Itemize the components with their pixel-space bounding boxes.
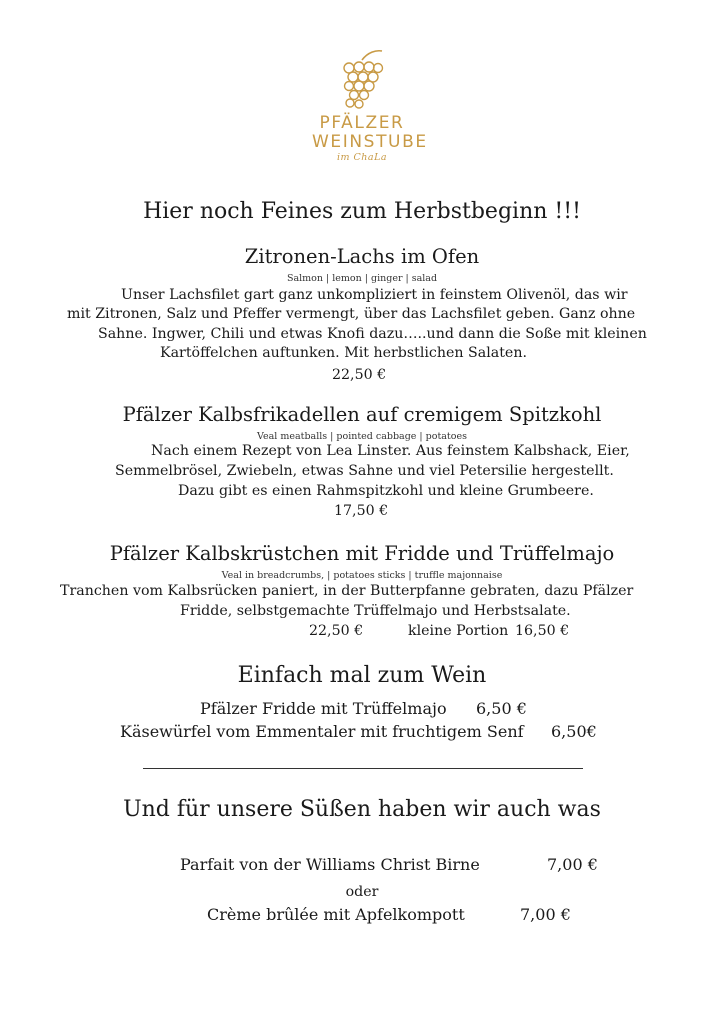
dish-description-line: Semmelbrösel, Zwiebeln, etwas Sahne und viel Petersilie hergestellt. [115, 463, 614, 479]
wine-snack-name: Pfälzer Fridde mit Trüffelmajo [200, 699, 447, 718]
dish-title: Zitronen-Lachs im Ofen [244, 245, 480, 268]
dish-description-line: Dazu gibt es einen Rahmspitzkohl und kleine Grumbeere. [178, 483, 594, 499]
dessert-separator: oder [345, 884, 379, 900]
section-title-desserts: Und für unsere Süßen haben wir auch was [123, 797, 601, 822]
dessert-price: 7,00 € [520, 905, 571, 924]
logo [312, 46, 428, 182]
dish-description-line: Fridde, selbstgemachte Trüffelmajo und Herbstsalate. [180, 603, 571, 619]
dish-tags: Veal in breadcrumbs, | potatoes sticks | truffle majonnaise [221, 570, 503, 581]
dessert-name: Crème brûlée mit Apfelkompott [207, 905, 465, 924]
dish-description-line: Unser Lachsfilet gart ganz unkompliziert in feinstem Olivenöl, das wir [121, 287, 628, 303]
dish-price: 22,50 € [332, 367, 387, 383]
divider [143, 768, 583, 769]
section-title-wine: Einfach mal zum Wein [237, 663, 487, 688]
dish-description-line: Sahne. Ingwer, Chili und etwas Knofi dazu…..und dann die Soße mit kleinen [98, 326, 647, 342]
small-portion-price: 16,50 € [515, 623, 570, 639]
dish-price: 17,50 € [334, 503, 389, 519]
dish-description-line: Tranchen vom Kalbsrücken paniert, in der Butterpfanne gebraten, dazu Pfälzer [60, 583, 634, 599]
small-portion-label: kleine Portion [408, 623, 509, 639]
logo-line-1: PFÄLZER [319, 113, 405, 133]
dish-tags: Veal meatballs | pointed cabbage | potatoes [257, 431, 467, 442]
dish-title: Pfälzer Kalbsfrikadellen auf cremigem Spitzkohl [122, 403, 602, 426]
page-title: Hier noch Feines zum Herbstbeginn !!! [143, 199, 581, 224]
wine-snack-name: Käsewürfel vom Emmentaler mit fruchtigem Senf [120, 722, 524, 741]
dish-tags: Salmon | lemon | ginger | salad [286, 273, 438, 284]
logo-line-3: im ChaLa [336, 152, 388, 163]
dish-price: 22,50 € [309, 623, 364, 639]
dish-description-line: mit Zitronen, Salz und Pfeffer vermengt, über das Lachsfilet geben. Ganz ohne [67, 306, 636, 322]
dish-description-line: Kartöffelchen auftunken. Mit herbstlichen Salaten. [160, 345, 527, 361]
grape-icon [340, 46, 384, 112]
dish-title: Pfälzer Kalbskrüstchen mit Fridde und Trüffelmajo [109, 542, 615, 565]
dish-description-line: Nach einem Rezept von Lea Linster. Aus feinstem Kalbshack, Eier, [151, 443, 630, 459]
wine-snack-price: 6,50 € [476, 699, 527, 718]
dessert-price: 7,00 € [547, 855, 598, 874]
logo-line-2: WEINSTUBE [312, 132, 428, 152]
wine-snack-price: 6,50€ [551, 722, 597, 741]
dessert-name: Parfait von der Williams Christ Birne [180, 855, 480, 874]
